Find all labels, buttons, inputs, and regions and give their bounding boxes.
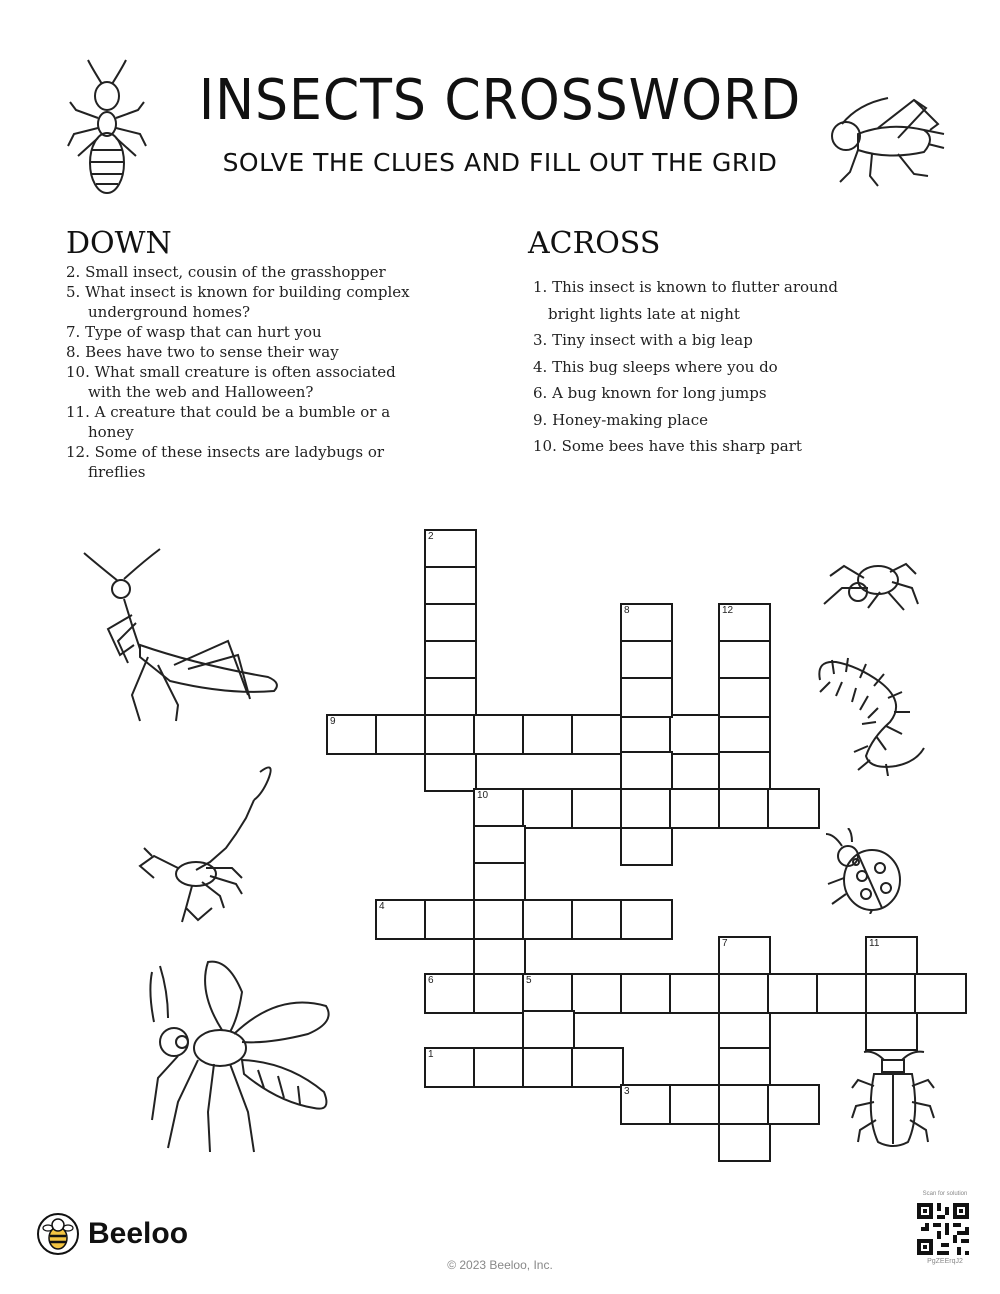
grid-cell[interactable]: [424, 640, 477, 681]
grid-cell[interactable]: [473, 862, 526, 903]
grid-cell[interactable]: [424, 566, 477, 607]
grid-cell[interactable]: [718, 603, 771, 644]
bee-icon: [36, 1212, 80, 1256]
grid-cell[interactable]: [424, 973, 477, 1014]
grid-cell[interactable]: [375, 714, 428, 755]
grid-cell[interactable]: [718, 1010, 771, 1051]
grid-cell[interactable]: [424, 603, 477, 644]
page-title: INSECTS CROSSWORD: [198, 68, 802, 133]
grid-cell[interactable]: [767, 973, 820, 1014]
grid-cell[interactable]: [620, 714, 673, 755]
ladybug-illustration: [822, 828, 906, 914]
grid-cell[interactable]: [522, 1010, 575, 1051]
across-clue: 10. Some bees have this sharp part: [533, 437, 802, 455]
grid-cell[interactable]: [424, 751, 477, 792]
grid-cell[interactable]: [669, 1084, 722, 1125]
qr-code-icon[interactable]: [917, 1203, 969, 1255]
clue-number: 11: [869, 938, 880, 949]
grid-cell[interactable]: [620, 973, 673, 1014]
grid-cell[interactable]: [718, 1047, 771, 1088]
qr-code-text: PgZEErqJ2: [927, 1258, 963, 1265]
down-clue: 10. What small creature is often associated with the web and Halloween?: [66, 363, 396, 401]
centipede-illustration: [806, 652, 932, 776]
grid-cell[interactable]: [473, 936, 526, 977]
scorpion-illustration: [136, 758, 286, 924]
grid-cell[interactable]: [718, 1084, 771, 1125]
grid-cell[interactable]: [473, 788, 526, 829]
grid-cell[interactable]: [473, 1047, 526, 1088]
grid-cell[interactable]: [620, 788, 673, 829]
grid-cell[interactable]: [914, 973, 967, 1014]
grid-cell[interactable]: [718, 677, 771, 718]
grid-cell[interactable]: [571, 973, 624, 1014]
page-subtitle: SOLVE THE CLUES AND FILL OUT THE GRID: [222, 148, 778, 177]
grid-cell[interactable]: [865, 1010, 918, 1051]
clue-number: 7: [722, 938, 728, 949]
grid-cell[interactable]: [718, 640, 771, 681]
clue-number: 5: [526, 975, 532, 986]
grid-cell[interactable]: [718, 936, 771, 977]
grid-cell[interactable]: [620, 677, 673, 718]
copyright-text: © 2023 Beeloo, Inc.: [447, 1258, 553, 1272]
grid-cell[interactable]: [620, 640, 673, 681]
across-clue: 1. This insect is known to flutter around bright lights late at night: [533, 278, 838, 323]
beetle-illustration: [850, 1046, 936, 1148]
grid-cell[interactable]: [424, 714, 477, 755]
grid-cell[interactable]: [718, 973, 771, 1014]
clue-number: 6: [428, 975, 434, 986]
grid-cell[interactable]: [424, 529, 477, 570]
down-clue: 5. What insect is known for building complex underground homes?: [66, 283, 410, 321]
clue-number: 9: [330, 716, 336, 727]
across-clue: 4. This bug sleeps where you do: [533, 357, 778, 376]
clue-number: 4: [379, 901, 385, 912]
qr-label: Scan for solution: [922, 1191, 968, 1197]
grid-cell[interactable]: [522, 1047, 575, 1088]
across-clue: 3. Tiny insect with a big leap: [533, 331, 753, 349]
grid-cell[interactable]: [620, 1084, 673, 1125]
grid-cell[interactable]: [865, 936, 918, 977]
grid-cell[interactable]: [865, 973, 918, 1014]
down-clue: 7. Type of wasp that can hurt you: [66, 323, 322, 341]
grid-cell[interactable]: [620, 751, 673, 792]
grid-cell[interactable]: [718, 714, 771, 755]
grid-cell[interactable]: [669, 714, 722, 755]
praying-mantis-illustration: [78, 545, 288, 725]
brand-name: Beeloo: [88, 1217, 189, 1250]
grid-cell[interactable]: [816, 973, 869, 1014]
clue-number: 10: [477, 790, 489, 801]
grid-cell[interactable]: [424, 899, 477, 940]
down-clue: 8. Bees have two to sense their way: [66, 343, 339, 361]
grid-cell[interactable]: [718, 788, 771, 829]
down-clue: 11. A creature that could be a bumble or a honey: [66, 403, 391, 441]
down-clue: 2. Small insect, cousin of the grasshopper: [66, 263, 386, 281]
grid-cell[interactable]: [767, 788, 820, 829]
grid-cell[interactable]: [473, 973, 526, 1014]
down-clue: 12. Some of these insects are ladybugs or fireflies: [66, 443, 385, 481]
brand-logo: [36, 1212, 188, 1256]
grid-cell[interactable]: [522, 973, 575, 1014]
wasp-illustration: [138, 952, 338, 1158]
grid-cell[interactable]: [669, 788, 722, 829]
grid-cell[interactable]: [522, 899, 575, 940]
grid-cell[interactable]: [424, 1047, 477, 1088]
clue-number: 2: [428, 531, 434, 542]
grid-cell[interactable]: [326, 714, 379, 755]
grid-cell[interactable]: [718, 1121, 771, 1162]
grid-cell[interactable]: [522, 788, 575, 829]
across-heading: ACROSS: [528, 226, 661, 261]
across-clue: 9. Honey-making place: [533, 410, 708, 429]
grid-cell[interactable]: [571, 788, 624, 829]
grid-cell[interactable]: [571, 899, 624, 940]
grid-cell[interactable]: [522, 714, 575, 755]
clue-number: 8: [624, 605, 630, 616]
across-clue: 6. A bug known for long jumps: [533, 384, 767, 402]
grid-cell[interactable]: [669, 973, 722, 1014]
grid-cell[interactable]: [473, 714, 526, 755]
down-heading: DOWN: [66, 226, 172, 261]
grid-cell[interactable]: [571, 714, 624, 755]
grid-cell[interactable]: [620, 825, 673, 866]
spider-illustration: [820, 558, 920, 614]
grid-cell[interactable]: [620, 603, 673, 644]
grid-cell[interactable]: [424, 677, 477, 718]
grid-cell[interactable]: [375, 899, 428, 940]
grid-cell[interactable]: [620, 899, 673, 940]
grid-cell[interactable]: [571, 1047, 624, 1088]
clue-number: 3: [624, 1086, 630, 1097]
clue-number: 1: [428, 1049, 434, 1060]
clue-number: 12: [722, 605, 734, 616]
grid-cell[interactable]: [473, 825, 526, 866]
grid-cell[interactable]: [767, 1084, 820, 1125]
grid-cell[interactable]: [473, 899, 526, 940]
grid-cell[interactable]: [718, 751, 771, 792]
